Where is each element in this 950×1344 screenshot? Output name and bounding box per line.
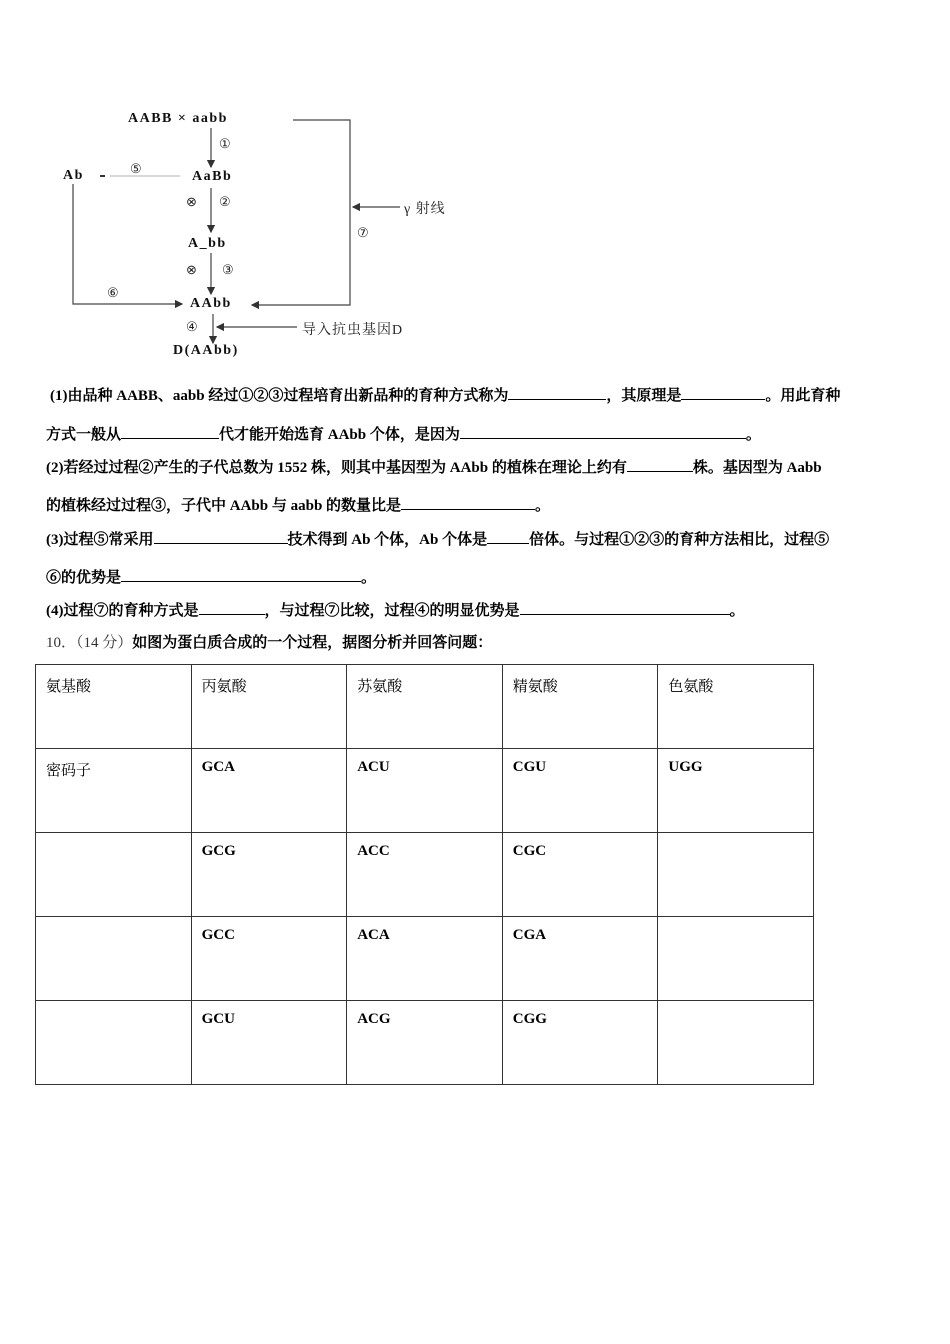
q1-text-c: 。用此育种 bbox=[765, 388, 841, 404]
q4-blank-1[interactable] bbox=[199, 600, 265, 615]
q4-text-c: 。 bbox=[729, 603, 745, 619]
table-cell: UGG bbox=[658, 749, 814, 833]
table-cell: 精氨酸 bbox=[502, 665, 658, 749]
table-cell: 氨基酸 bbox=[36, 665, 192, 749]
gene-label: 导入抗虫基因D bbox=[302, 323, 404, 338]
question-2-line-1 bbox=[46, 457, 822, 478]
table-row bbox=[36, 1001, 814, 1085]
question-4-line-1 bbox=[46, 600, 745, 621]
haploid-label: Ab bbox=[63, 168, 84, 183]
table-cell bbox=[658, 1001, 814, 1085]
q4-text-a: (4)过程⑦的育种方式是 bbox=[46, 603, 199, 619]
table-cell bbox=[36, 917, 192, 1001]
question-3-line-1 bbox=[46, 529, 829, 550]
step-4-label: ④ bbox=[186, 319, 198, 334]
q2-blank-1[interactable] bbox=[627, 457, 693, 472]
table-cell: CGU bbox=[502, 749, 658, 833]
q4-text-b: ，与过程⑦比较，过程④的明显优势是 bbox=[264, 603, 520, 619]
codon-table bbox=[35, 664, 814, 1085]
question-1-line-2 bbox=[46, 424, 761, 445]
q3-blank-3[interactable] bbox=[121, 567, 361, 582]
q3-blank-2[interactable] bbox=[487, 529, 529, 544]
step-2-label: ② bbox=[219, 194, 231, 209]
q3-text-c: 倍体。与过程①②③的育种方法相比，过程⑤ bbox=[529, 532, 830, 548]
step-7-label: ⑦ bbox=[357, 225, 369, 240]
q1-blank-4[interactable] bbox=[460, 424, 746, 439]
table-row bbox=[36, 833, 814, 917]
table-cell bbox=[658, 917, 814, 1001]
table-cell: GCU bbox=[191, 1001, 347, 1085]
final-label: D(AAbb) bbox=[173, 343, 239, 358]
q2-text-c: 的植株经过过程③，子代中 AAbb 与 aabb 的数量比是 bbox=[46, 498, 402, 514]
q3-text-e: 。 bbox=[361, 570, 377, 586]
q1-blank-1[interactable] bbox=[508, 385, 606, 400]
q2-text-a: (2)若经过过程②产生的子代总数为 1552 株，则其中基因型为 AAbb 的植株在理论上约有 bbox=[46, 460, 627, 476]
table-cell bbox=[658, 833, 814, 917]
f1-label: AaBb bbox=[192, 169, 233, 184]
table-cell: CGC bbox=[502, 833, 658, 917]
step-5-label: ⑤ bbox=[130, 161, 142, 176]
q3-text-d: ⑥的优势是 bbox=[46, 570, 122, 586]
q3-blank-1[interactable] bbox=[154, 529, 288, 544]
table-row bbox=[36, 917, 814, 1001]
table-cell: CGG bbox=[502, 1001, 658, 1085]
table-cell bbox=[36, 1001, 192, 1085]
selfing-1-icon: ⊗ bbox=[186, 194, 197, 209]
table-row bbox=[36, 749, 814, 833]
q1-text-e: 代才能开始选育 AAbb 个体，是因为 bbox=[219, 427, 460, 443]
table-cell: 苏氨酸 bbox=[347, 665, 503, 749]
q2-text-d: 。 bbox=[535, 498, 551, 514]
selfing-2-icon: ⊗ bbox=[186, 262, 197, 277]
table-cell: 丙氨酸 bbox=[191, 665, 347, 749]
q1-text-d: 方式一般从 bbox=[46, 427, 122, 443]
q4-blank-2[interactable] bbox=[520, 600, 730, 615]
target-label: AAbb bbox=[190, 296, 232, 311]
diagram-arrows bbox=[0, 0, 950, 370]
q2-blank-2[interactable] bbox=[401, 495, 535, 510]
table-cell: 色氨酸 bbox=[658, 665, 814, 749]
table-cell bbox=[36, 833, 192, 917]
q1-text-a: (1)由品种 AABB、aabb 经过①②③过程培育出新品种的育种方式称为 bbox=[50, 388, 509, 404]
table-cell: ACC bbox=[347, 833, 503, 917]
q3-text-a: (3)过程⑤常采用 bbox=[46, 532, 154, 548]
step-3-label: ③ bbox=[222, 262, 234, 277]
question-10-number: 10． bbox=[46, 635, 77, 651]
parents-label: AABB × aabb bbox=[128, 111, 228, 126]
table-cell: GCC bbox=[191, 917, 347, 1001]
q1-text-f: 。 bbox=[745, 427, 761, 443]
table-cell: CGA bbox=[502, 917, 658, 1001]
question-3-line-2 bbox=[46, 567, 376, 588]
q1-blank-2[interactable] bbox=[681, 385, 765, 400]
q2-text-b: 株。基因型为 Aabb bbox=[692, 460, 822, 476]
question-10-text: 如图为蛋白质合成的一个过程，据图分析并回答问题： bbox=[132, 635, 493, 651]
table-cell: GCG bbox=[191, 833, 347, 917]
breeding-diagram bbox=[0, 0, 950, 370]
q1-blank-3[interactable] bbox=[121, 424, 219, 439]
question-10-score: （14 分） bbox=[76, 635, 133, 651]
table-cell: 密码子 bbox=[36, 749, 192, 833]
step-6-label: ⑥ bbox=[107, 285, 119, 300]
q1-text-b: ，其原理是 bbox=[606, 388, 682, 404]
table-cell: ACA bbox=[347, 917, 503, 1001]
question-1-line-1 bbox=[50, 385, 840, 406]
table-cell: ACG bbox=[347, 1001, 503, 1085]
question-2-line-2 bbox=[46, 495, 550, 516]
f2-label: A_bb bbox=[188, 236, 227, 251]
table-header-row bbox=[36, 665, 814, 749]
step-1-label: ① bbox=[219, 136, 231, 151]
question-10-heading bbox=[46, 633, 492, 653]
q3-text-b: 技术得到 Ab 个体，Ab 个体是 bbox=[287, 532, 488, 548]
radiation-label: γ 射线 bbox=[404, 202, 446, 217]
table-cell: ACU bbox=[347, 749, 503, 833]
table-cell: GCA bbox=[191, 749, 347, 833]
